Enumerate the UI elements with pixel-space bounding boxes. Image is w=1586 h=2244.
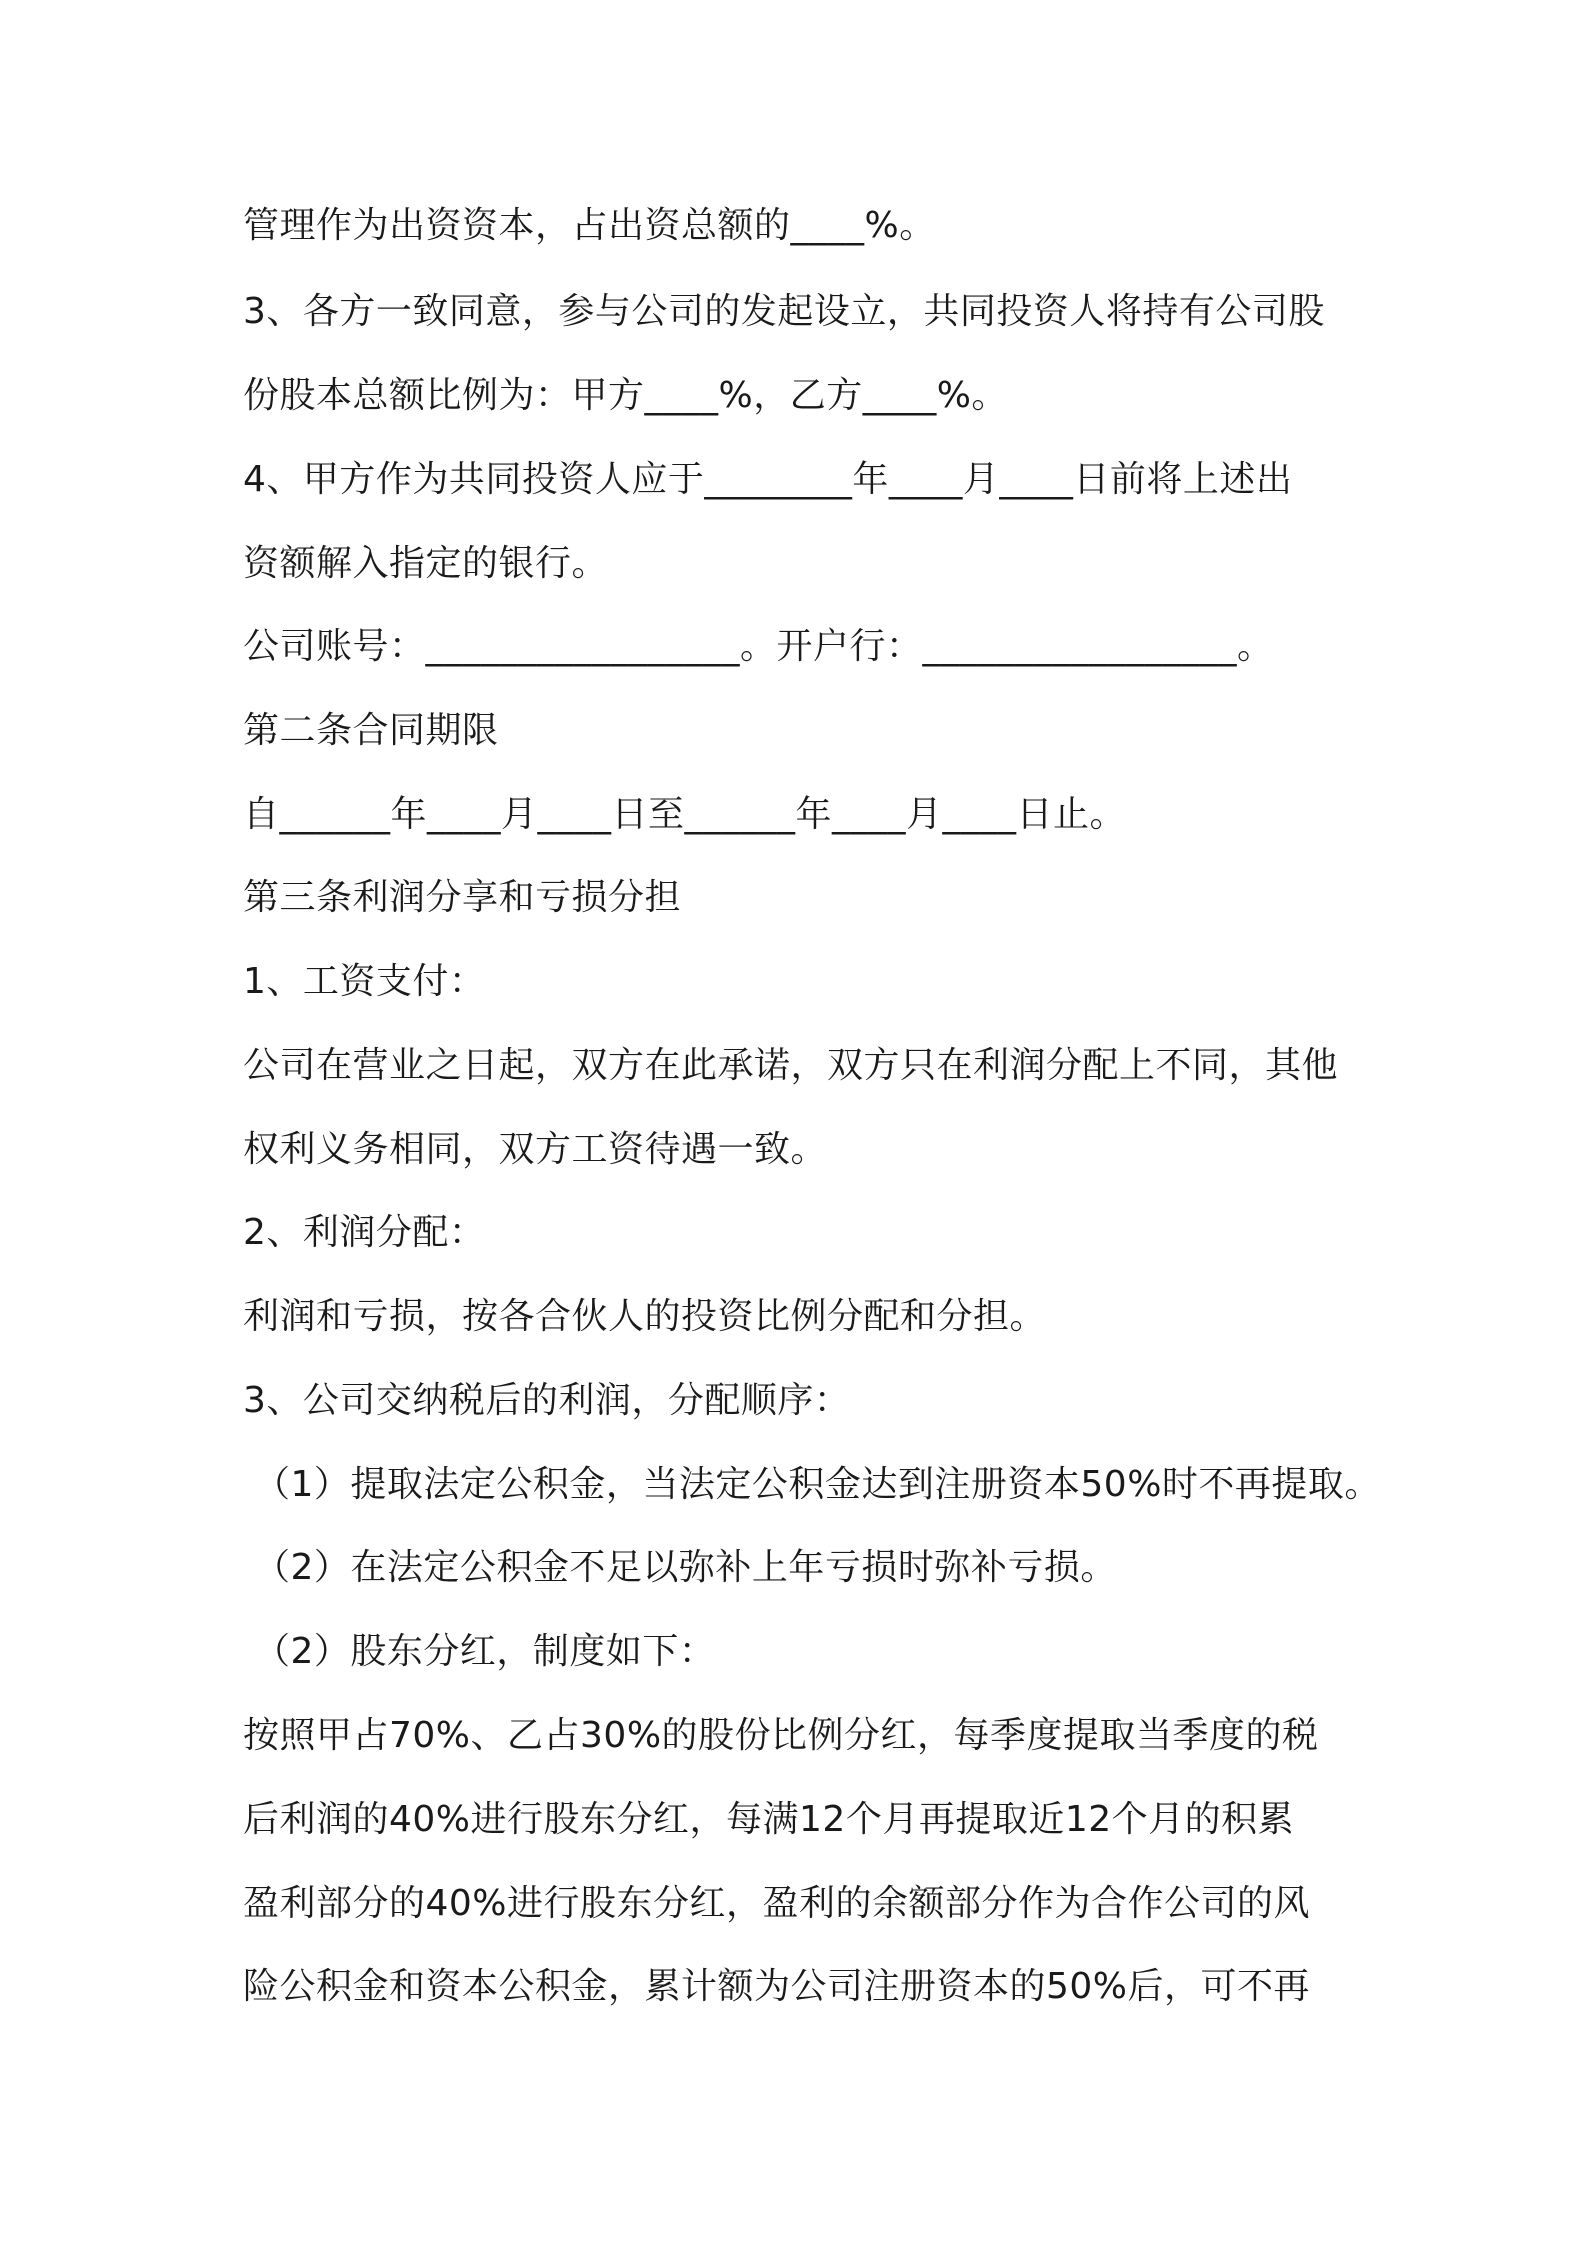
paragraph-line: （1）提取法定公积金，当法定公积金达到注册资本50%时不再提取。 xyxy=(254,1464,1381,1505)
paragraph-line: （2）股东分红，制度如下： xyxy=(254,1631,716,1672)
paragraph-line: 权利义务相同，双方工资待遇一致。 xyxy=(243,1129,828,1170)
paragraph-line: 按照甲占70%、乙占30%的股份比例分红，每季度提取当季度的税 xyxy=(243,1715,1319,1756)
paragraph-line: 自______年____月____日至______年____月____日止。 xyxy=(243,794,1127,835)
paragraph-line: 3、公司交纳税后的利润，分配顺序： xyxy=(243,1380,851,1421)
paragraph-line: 公司在营业之日起，双方在此承诺，双方只在利润分配上不同，其他 xyxy=(243,1045,1339,1086)
paragraph-line: 份股本总额比例为：甲方____%，乙方____%。 xyxy=(243,375,1008,416)
paragraph-line: 盈利部分的40%进行股东分红，盈利的余额部分作为合作公司的风 xyxy=(243,1883,1311,1924)
paragraph-line: 1、工资支付： xyxy=(243,961,486,1002)
section-heading: 第三条利润分享和亏损分担 xyxy=(243,877,682,918)
paragraph-line: 险公积金和资本公积金，累计额为公司注册资本的50%后，可不再 xyxy=(243,1966,1311,2007)
paragraph-line: 3、各方一致同意，参与公司的发起设立，共同投资人将持有公司股 xyxy=(243,291,1325,332)
section-heading: 第二条合同期限 xyxy=(243,710,499,751)
paragraph-line: 2、利润分配： xyxy=(243,1212,486,1253)
paragraph-line: 利润和亏损，按各合伙人的投资比例分配和分担。 xyxy=(243,1296,1047,1337)
paragraph-line: 4、甲方作为共同投资人应于________年____月____日前将上述出 xyxy=(243,459,1293,500)
paragraph-line: 公司账号：_________________。开户行：_________________。 xyxy=(243,626,1274,667)
paragraph-line: 资额解入指定的银行。 xyxy=(243,543,609,584)
paragraph-line: 后利润的40%进行股东分红，每满12个月再提取近12个月的积累 xyxy=(243,1799,1295,1840)
paragraph-line: （2）在法定公积金不足以弥补上年亏损时弥补亏损。 xyxy=(254,1547,1117,1588)
paragraph-line: 管理作为出资资本，占出资总额的____%。 xyxy=(243,205,936,246)
